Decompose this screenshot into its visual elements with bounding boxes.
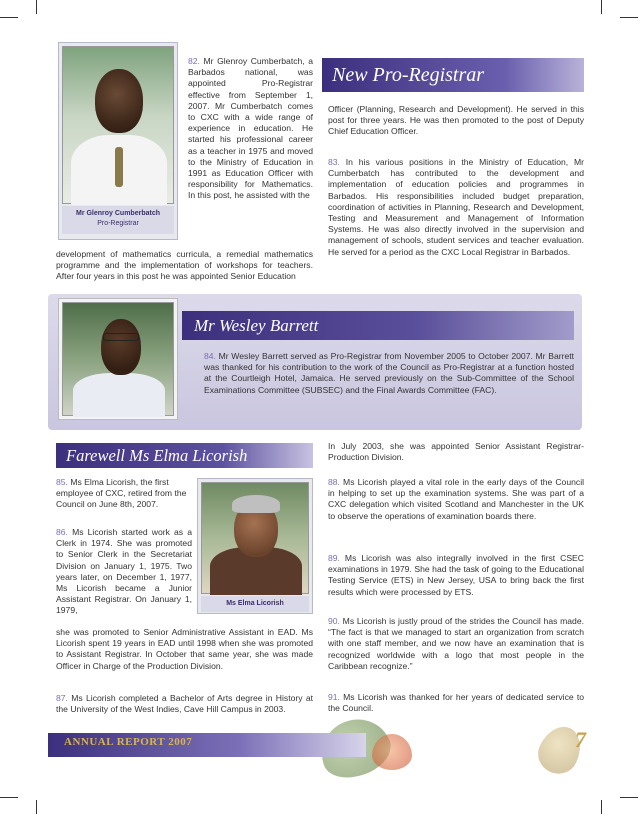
- crop-mark-bl-h: [0, 797, 18, 798]
- paragraph-89-text: Ms Licorish was also integrally involved in the first CSEC examinations in 1979. She had the task of going to the Educational Testing Service (ETS) in New Jersey, USA to bring back the first results which were processed by ETS.: [328, 553, 584, 597]
- page-number: 7: [575, 727, 586, 752]
- paragraph-83-text: In his various positions in the Ministry of Education, Mr Cumberbatch has contributed to the development and implementation of education policies and programmes in Barbados. His responsibilities included budget preparation, coordination of activities in Planning, Research and Development, Testing and Measurement and Management of Information Systems. He was also directly involved in the supervision and management of schools, student services and teacher evaluation. He served for a period as the CXC Local Registrar in Barbados.: [328, 157, 584, 257]
- crop-mark-tr-v: [601, 0, 602, 14]
- paragraph-83-number: 83.: [328, 157, 340, 167]
- paragraph-91-number: 91.: [328, 692, 340, 702]
- paragraph-86-number: 86.: [56, 527, 68, 537]
- decorative-flower: [372, 734, 412, 770]
- paragraph-86-wide: she was promoted to Senior Administrative Assistant in EAD. Ms Licorish spent 19 years in EAD until 1998 when she was promoted to Assistant Registrar. In October that same year, she was made Officer in Charge of the Production Division.: [56, 627, 313, 671]
- paragraph-82-text: Mr Glenroy Cumberbatch, a Barbados national, was appointed Pro-Registrar effective from September 1, 2007. Mr Cumberbatch comes to CXC with a wide range of experience in education. He started his professional career as a teacher in 1975 and moved to the Ministry of Education in 1991 as Education Officer with responsibility for Mathematics. In this post, he assisted with the: [188, 56, 313, 201]
- paragraph-91-text: Ms Licorish was thanked for her years of dedicated service to the Council.: [328, 692, 584, 714]
- paragraph-82: [188, 56, 313, 202]
- barrett-photo: [62, 302, 174, 416]
- paragraph-82-number: 82.: [188, 56, 200, 66]
- paragraph-82-bottom: development of mathematics curricula, a remedial mathematics programme and the implementation of workshops for teachers. After four years in this post he was appointed Senior Education: [56, 249, 313, 282]
- paragraph-88-text: Ms Licorish played a vital role in the early days of the Council in helping to set up the examination systems. She was part of a CXC delegation which visited Scotland and Manchester in the UK to observe the operations of examination boards there.: [328, 477, 585, 521]
- heading-farewell-licorish: Farewell Ms Elma Licorish: [56, 443, 313, 468]
- crop-mark-br-v: [601, 800, 602, 814]
- paragraph-90-number: 90.: [328, 616, 340, 626]
- paragraph-83: [328, 157, 584, 258]
- paragraph-84-text: Mr Wesley Barrett served as Pro-Registrar from November 2005 to October 2007. Mr Barrett was thanked for his contribution to the work of the Council as Pro-Registrar at a function hosted at the Courtleigh Hotel, Jamaica. He served previously on the Sub-Committee of the School Examinations Committee (SUBSEC) and the Final Awards Committee (FAC).: [204, 351, 574, 395]
- paragraph-88-number: 88.: [328, 477, 340, 487]
- paragraph-85-text: Ms Elma Licorish, the first employee of CXC, retired from the Council on June 8th, 2007.: [56, 477, 187, 510]
- paragraph-90-text: Ms Licorish is justly proud of the strides the Council has made. “The fact is that we managed to start an organization from scratch with one staff member, and we now have an examination that is recognized worldwide with a logo that most people in the Caribbean recognize.”: [328, 616, 584, 671]
- crop-mark-tl-v: [36, 0, 37, 14]
- paragraph-90: [328, 616, 584, 672]
- paragraph-89-number: 89.: [328, 553, 340, 563]
- paragraph-84: [204, 351, 574, 396]
- paragraph-86-text: Ms Licorish started work as a Clerk in 1974. She was promoted to Senior Clerk in the Secretariat Division on January 1, 1975. Two years later, on December 1, 1977, Ms Licorish became a Junior Assistant Registrar. On January 1, 1979,: [56, 527, 193, 616]
- heading-wesley-barrett: Mr Wesley Barrett: [182, 311, 574, 340]
- heading-new-pro-registrar: New Pro-Registrar: [322, 58, 584, 92]
- crop-mark-tl-h: [0, 17, 18, 18]
- paragraph-89: [328, 553, 584, 598]
- cumberbatch-caption-role: Pro-Registrar: [97, 220, 139, 227]
- paragraph-87-continued: In July 2003, she was appointed Senior Assistant Registrar-Production Division.: [328, 441, 584, 463]
- footer-annual-report: ANNUAL REPORT 2007: [64, 736, 193, 748]
- cumberbatch-photo: [62, 46, 174, 204]
- paragraph-82-continued: Officer (Planning, Research and Development). He served in this post for three years. He was then promoted to the post of Deputy Chief Education Officer.: [328, 104, 584, 137]
- crop-mark-bl-v: [36, 800, 37, 814]
- crop-mark-tr-h: [620, 17, 638, 18]
- licorish-caption: Ms Elma Licorish: [201, 596, 309, 612]
- paragraph-91: [328, 692, 584, 714]
- paragraph-86-narrow: [56, 527, 192, 617]
- paragraph-87-text: Ms Licorish completed a Bachelor of Arts degree in History at the University of the West Indies, Cave Hill Campus in 2003.: [56, 693, 313, 715]
- licorish-photo: [201, 482, 309, 594]
- paragraph-87: [56, 693, 313, 715]
- paragraph-85-number: 85.: [56, 477, 68, 487]
- cumberbatch-caption-name: Mr Glenroy Cumberbatch: [75, 210, 160, 217]
- paragraph-85: [56, 477, 192, 511]
- paragraph-84-number: 84.: [204, 351, 216, 361]
- crop-mark-br-h: [620, 797, 638, 798]
- cumberbatch-caption: [62, 206, 174, 234]
- paragraph-87-number: 87.: [56, 693, 68, 703]
- paragraph-88: [328, 477, 584, 522]
